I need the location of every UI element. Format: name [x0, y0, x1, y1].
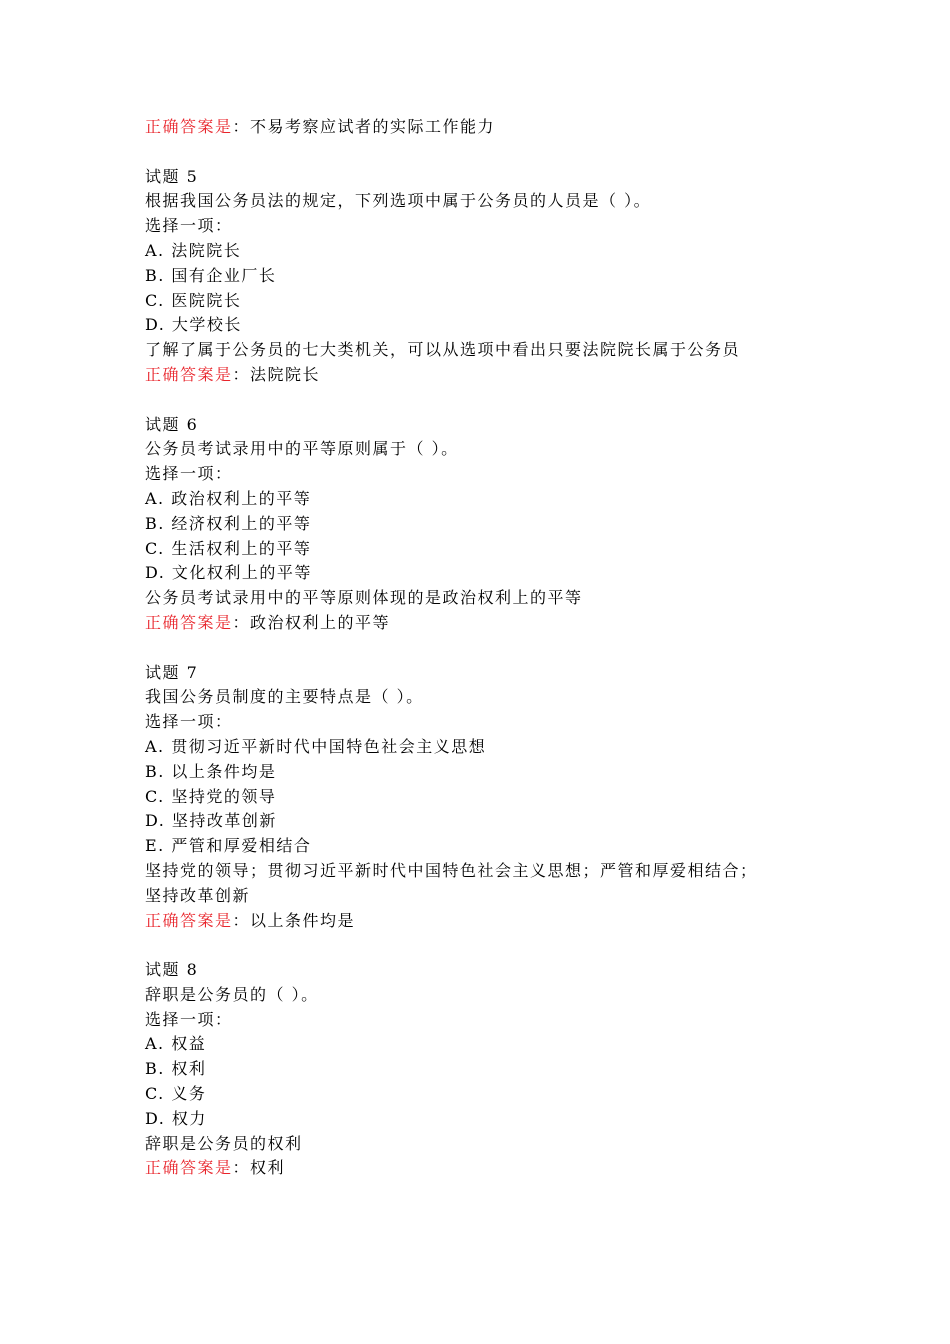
answer-label: 正确答案是: [145, 612, 233, 632]
question-stem: 辞职是公务员的（ ）。: [145, 984, 319, 1004]
answer-line: [145, 1156, 845, 1181]
option-b: B. 经济权利上的平等: [145, 513, 312, 533]
spacer: [145, 140, 845, 165]
question-title: 试题 6: [145, 414, 199, 434]
question-stem: 公务员考试录用中的平等原则属于（ ）。: [145, 439, 459, 459]
question-5: [145, 165, 845, 388]
option-b: B. 以上条件均是: [145, 761, 277, 781]
answer-label: 正确答案是: [145, 1158, 233, 1178]
option-a: A. 政治权利上的平等: [145, 488, 312, 508]
explanation: 了解了属于公务员的七大类机关，可以从选项中看出只要法院院长属于公务员: [145, 340, 741, 360]
question-title: 试题 8: [145, 960, 199, 980]
option-d: D. 权力: [145, 1108, 207, 1128]
question-8: [145, 958, 845, 1181]
option-b: B. 权利: [145, 1059, 207, 1079]
answer-line: [145, 909, 845, 934]
explanation-continued: 坚持改革创新: [145, 885, 251, 905]
answer-text: ：以上条件均是: [232, 910, 356, 930]
explanation: 公务员考试录用中的平等原则体现的是政治权利上的平等: [145, 588, 583, 608]
question-title: 试题 5: [145, 166, 199, 186]
answer-text: ：法院院长: [232, 364, 321, 384]
prev-answer-line: [145, 115, 845, 140]
document-page: [145, 115, 845, 1181]
option-c: C. 生活权利上的平等: [145, 538, 312, 558]
answer-label: 正确答案是: [145, 910, 233, 930]
question-6: [145, 413, 845, 636]
option-d: D. 文化权利上的平等: [145, 563, 312, 583]
option-d: D. 坚持改革创新: [145, 811, 277, 831]
answer-line: [145, 611, 845, 636]
spacer: [145, 933, 845, 958]
question-prompt: 选择一项：: [145, 464, 233, 484]
answer-line: [145, 363, 845, 388]
option-c: C. 坚持党的领导: [145, 786, 277, 806]
option-a: A. 权益: [145, 1034, 207, 1054]
answer-text: ：权利: [232, 1158, 286, 1178]
answer-label: 正确答案是: [145, 364, 233, 384]
question-7: [145, 661, 845, 934]
option-a: A. 贯彻习近平新时代中国特色社会主义思想: [145, 736, 487, 756]
question-prompt: 选择一项：: [145, 712, 233, 732]
question-stem: 我国公务员制度的主要特点是（ ）。: [145, 687, 424, 707]
option-b: B. 国有企业厂长: [145, 265, 277, 285]
option-a: A. 法院院长: [145, 240, 242, 260]
spacer: [145, 388, 845, 413]
spacer: [145, 636, 845, 661]
question-stem: 根据我国公务员法的规定，下列选项中属于公务员的人员是（ ）。: [145, 191, 652, 211]
option-c: C. 义务: [145, 1084, 207, 1104]
answer-text: ：不易考察应试者的实际工作能力: [232, 117, 496, 136]
option-d: D. 大学校长: [145, 315, 242, 335]
question-prompt: 选择一项：: [145, 216, 233, 236]
option-e: E. 严管和厚爱相结合: [145, 836, 312, 856]
question-prompt: 选择一项：: [145, 1009, 233, 1029]
answer-text: ：政治权利上的平等: [232, 612, 391, 632]
answer-label: 正确答案是: [145, 117, 233, 136]
option-c: C. 医院院长: [145, 290, 242, 310]
explanation: 坚持党的领导；贯彻习近平新时代中国特色社会主义思想；严管和厚爱相结合；: [145, 860, 758, 880]
question-title: 试题 7: [145, 662, 199, 682]
explanation: 辞职是公务员的权利: [145, 1133, 303, 1153]
